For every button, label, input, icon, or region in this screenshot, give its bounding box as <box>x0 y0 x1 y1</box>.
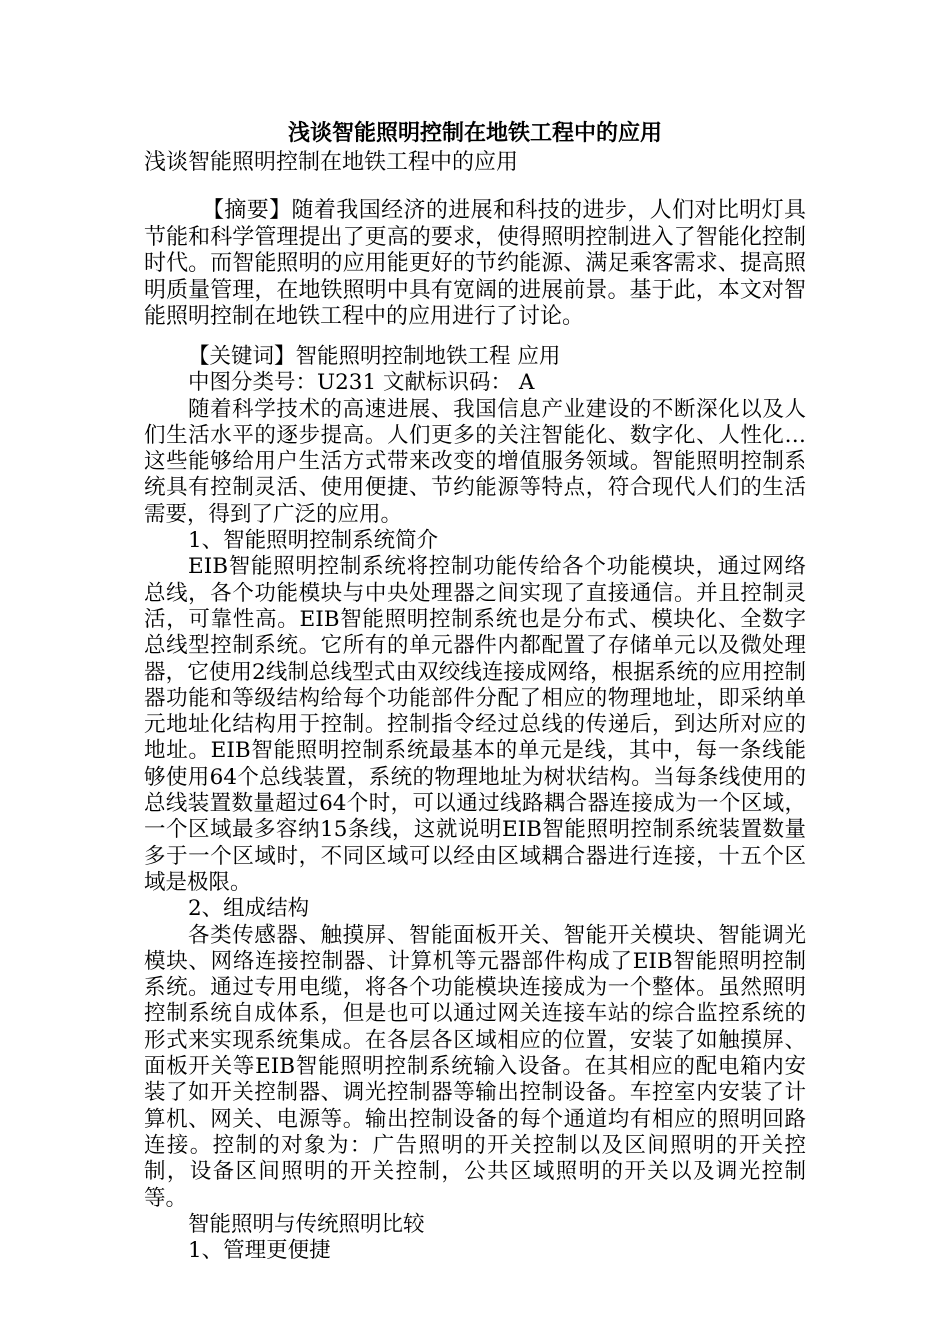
classification-line: 中图分类号：U231 文献标识码： A <box>188 370 535 396</box>
document-subtitle: 浅谈智能照明控制在地铁工程中的应用 <box>144 150 519 175</box>
keywords-line: 【关键词】智能照明控制地铁工程 应用 <box>188 344 561 369</box>
section-heading: 2、组成结构 <box>188 896 310 922</box>
section-heading: 智能照明与传统照明比较 <box>188 1211 425 1237</box>
intro-paragraph: 随着科学技术的高速进展、我国信息产业建设的不断深化以及人们生活水平的逐步提高。人们更多的关注智能化、数字化、人性化…这些能够给用户生活方式带来改变的增值服务领域。智能照明控制系统具有控制灵活、使用便捷、节约能源等特点，符合现代人们的生活需要，得到了广泛的应用。 <box>144 396 806 527</box>
body-paragraph: 各类传感器、触摸屏、智能面板开关、智能开关模块、智能调光模块、网络连接控制器、计算机等元器部件构成了EIB智能照明控制系统。通过专用电缆，将各个功能模块连接成为一个整体。虽然照明控制系统自成体系，但是也可以通过网关连接车站的综合监控系统的形式来实现系统集成。在各层各区域相应的位置，安装了如触摸屏、面板开关等EIB智能照明控制系统输入设备。在其相应的配电箱内安装了如开关控制器、调光控制器等输出控制设备。车控室内安装了计算机、网关、电源等。输出控制设备的每个通道均有相应的照明回路连接。控制的对象为：广告照明的开关控制以及区间照明的开关控制，设备区间照明的开关控制，公共区域照明的开关以及调光控制等。 <box>144 922 806 1211</box>
document-title: 浅谈智能照明控制在地铁工程中的应用 <box>287 120 662 146</box>
abstract-paragraph: 【摘要】随着我国经济的进展和科技的进步，人们对比明灯具节能和科学管理提出了更高的要求，使得照明控制进入了智能化控制时代。而智能照明的应用能更好的节约能源、满足乘客需求、提高照明质量管理，在地铁照明中具有宽阔的进展前景。基于此，本文对智能照明控制在地铁工程中的应用进行了讨论。 <box>144 198 806 329</box>
section-heading: 1、智能照明控制系统简介 <box>188 528 439 554</box>
section-heading: 1、管理更便捷 <box>188 1238 331 1264</box>
body-paragraph: EIB智能照明控制系统将控制功能传给各个功能模块，通过网络总线，各个功能模块与中央处理器之间实现了直接通信。并且控制灵活，可靠性高。EIB智能照明控制系统也是分布式、模块化、全数字总线型控制系统。它所有的单元器件内都配置了存储单元以及微处理器，它使用2线制总线型式由双绞线连接成网络，根据系统的应用控制器功能和等级结构给每个功能部件分配了相应的物理地址，即采纳单元地址化结构用于控制。控制指令经过总线的传递后，到达所对应的地址。EIB智能照明控制系统最基本的单元是线，其中，每一条线能够使用64个总线装置，系统的物理地址为树状结构。当每条线使用的总线装置数量超过64个时，可以通过线路耦合器连接成为一个区域，一个区域最多容纳15条线，这就说明EIB智能照明控制系统装置数量多于一个区域时，不同区域可以经由区域耦合器进行连接，十五个区域是极限。 <box>144 554 806 895</box>
document-body <box>144 344 806 1264</box>
